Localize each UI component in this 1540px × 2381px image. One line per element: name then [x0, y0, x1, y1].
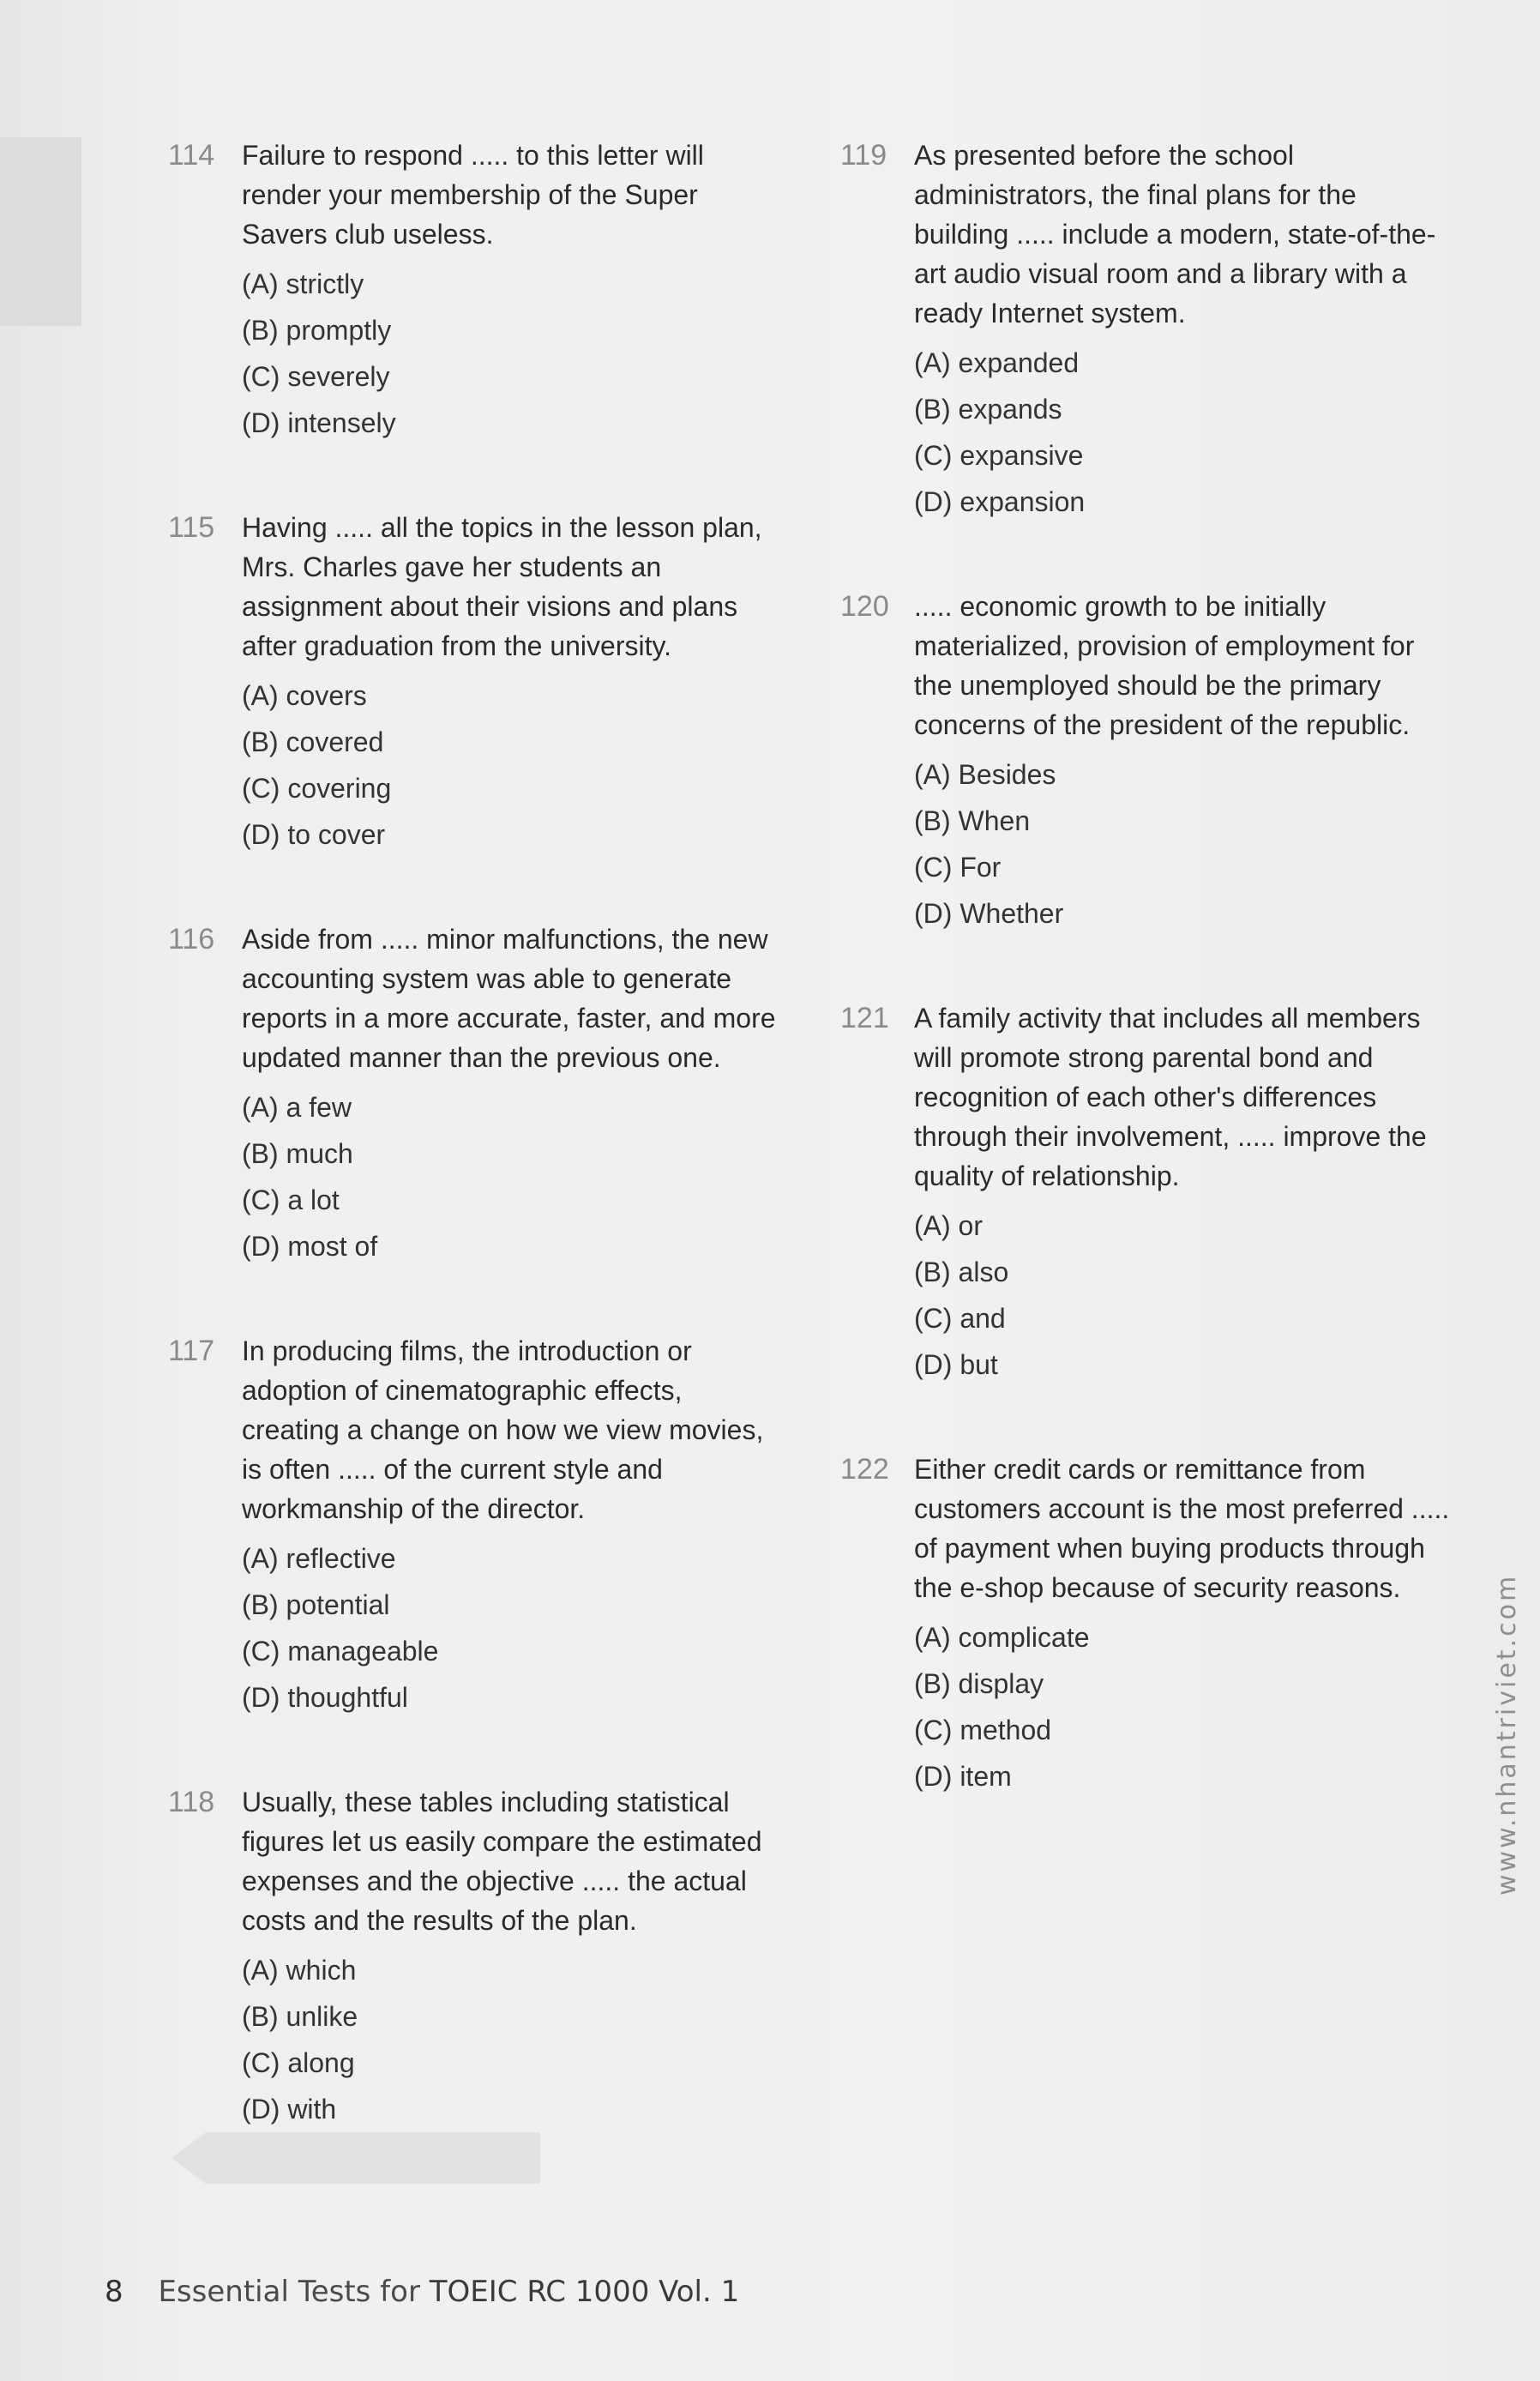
option-b: (B) also — [914, 1257, 1009, 1287]
option-a: (A) Besides — [914, 759, 1056, 790]
question-number: 117 — [168, 1335, 215, 1367]
option-c: (C) and — [914, 1303, 1006, 1334]
option-b: (B) covered — [242, 726, 384, 757]
question-number: 120 — [840, 590, 889, 623]
question-number: 122 — [840, 1453, 889, 1486]
option-c: (C) severely — [242, 361, 390, 392]
option-b: (B) When — [914, 805, 1031, 836]
left-question-column — [168, 136, 785, 2194]
question-stem: Usually, these tables including statistical figures let us easily compare the estimated expenses and the objective ..... the actual costs and the results of the plan. — [242, 1787, 762, 1936]
option-d: (D) thoughtful — [242, 1682, 408, 1713]
option-b: (B) much — [242, 1138, 353, 1169]
question-number: 119 — [840, 139, 887, 172]
question-stem: Aside from ..... minor malfunctions, the new accounting system was able to generate reports in a more accurate, faster, and more updated manner than the previous one. — [242, 924, 776, 1073]
question-number: 115 — [168, 511, 215, 544]
question-number: 121 — [840, 1002, 889, 1034]
option-c: (C) manageable — [242, 1636, 439, 1667]
question-114 — [168, 136, 785, 446]
option-a: (A) covers — [242, 680, 367, 711]
option-d: (D) intensely — [242, 407, 396, 438]
option-a: (A) complicate — [914, 1622, 1090, 1653]
answer-options — [242, 1947, 785, 2132]
option-a: (A) a few — [242, 1092, 352, 1123]
option-a: (A) strictly — [242, 268, 364, 299]
question-120 — [840, 587, 1458, 937]
question-116 — [168, 919, 785, 1269]
option-b: (B) promptly — [242, 315, 392, 346]
question-number: 118 — [168, 1786, 215, 1818]
option-d: (D) but — [914, 1349, 998, 1380]
answer-options — [914, 340, 1458, 525]
publisher-watermark: www.nhantriviet.com — [1492, 1573, 1522, 1896]
answer-options — [242, 261, 785, 446]
option-b: (B) potential — [242, 1589, 390, 1620]
page-footer — [105, 2275, 739, 2309]
answer-options — [242, 1535, 785, 1721]
option-c: (C) along — [242, 2047, 355, 2078]
option-a: (A) reflective — [242, 1543, 396, 1574]
option-a: (A) which — [242, 1955, 357, 1986]
book-series: TOEIC RC 1000 Vol. 1 — [429, 2275, 740, 2309]
option-d: (D) with — [242, 2094, 337, 2125]
question-stem: In producing films, the introduction or adoption of cinematographic effects, creating a change on how we view movies, is often ..... of the current style and workmanship of the director. — [242, 1335, 764, 1524]
question-stem: As presented before the school administrators, the final plans for the building ..... include a modern, state-of-the-art audio visual room and a library with a ready Internet system. — [914, 140, 1436, 329]
answer-options — [914, 1203, 1458, 1388]
option-d: (D) most of — [242, 1231, 378, 1262]
answer-options — [914, 751, 1458, 937]
question-121 — [840, 998, 1458, 1388]
question-118 — [168, 1782, 785, 2132]
option-d: (D) item — [914, 1761, 1012, 1792]
question-122 — [840, 1450, 1458, 1799]
question-117 — [168, 1331, 785, 1721]
option-c: (C) a lot — [242, 1184, 340, 1215]
option-b: (B) expands — [914, 394, 1062, 425]
option-d: (D) Whether — [914, 898, 1064, 929]
option-d: (D) to cover — [242, 819, 386, 850]
question-stem: Failure to respond ..... to this letter will render your membership of the Super Savers club useless. — [242, 140, 704, 250]
question-119 — [840, 136, 1458, 525]
option-b: (B) display — [914, 1668, 1044, 1699]
option-c: (C) expansive — [914, 440, 1084, 471]
page-number: 8 — [105, 2275, 123, 2309]
option-d: (D) expansion — [914, 486, 1086, 517]
question-stem: ..... economic growth to be initially materialized, provision of employment for the unemployed should be the primary concerns of the president of the republic. — [914, 591, 1415, 740]
answer-options — [242, 672, 785, 858]
question-number: 116 — [168, 923, 215, 955]
option-c: (C) method — [914, 1715, 1052, 1745]
option-c: (C) covering — [242, 773, 392, 804]
right-question-column — [840, 136, 1458, 1861]
option-a: (A) expanded — [914, 347, 1080, 378]
question-number: 114 — [168, 139, 215, 172]
page-edge-shadow — [0, 137, 81, 326]
answer-options — [242, 1084, 785, 1269]
answer-options — [914, 1614, 1458, 1799]
question-stem: A family activity that includes all members will promote strong parental bond and recognition of each other's differences through their involvement, ..... improve the quality of relationship. — [914, 1003, 1427, 1191]
option-b: (B) unlike — [242, 2001, 358, 2032]
book-title: Essential Tests for — [158, 2275, 420, 2309]
option-a: (A) or — [914, 1210, 983, 1241]
question-stem: Either credit cards or remittance from customers account is the most preferred ..... of payment when buying products through the e-shop because of security reasons. — [914, 1454, 1450, 1603]
option-c: (C) For — [914, 852, 1002, 883]
question-stem: Having ..... all the topics in the lesson plan, Mrs. Charles gave her students an assignment about their visions and plans after graduation from the university. — [242, 512, 762, 661]
question-115 — [168, 508, 785, 858]
